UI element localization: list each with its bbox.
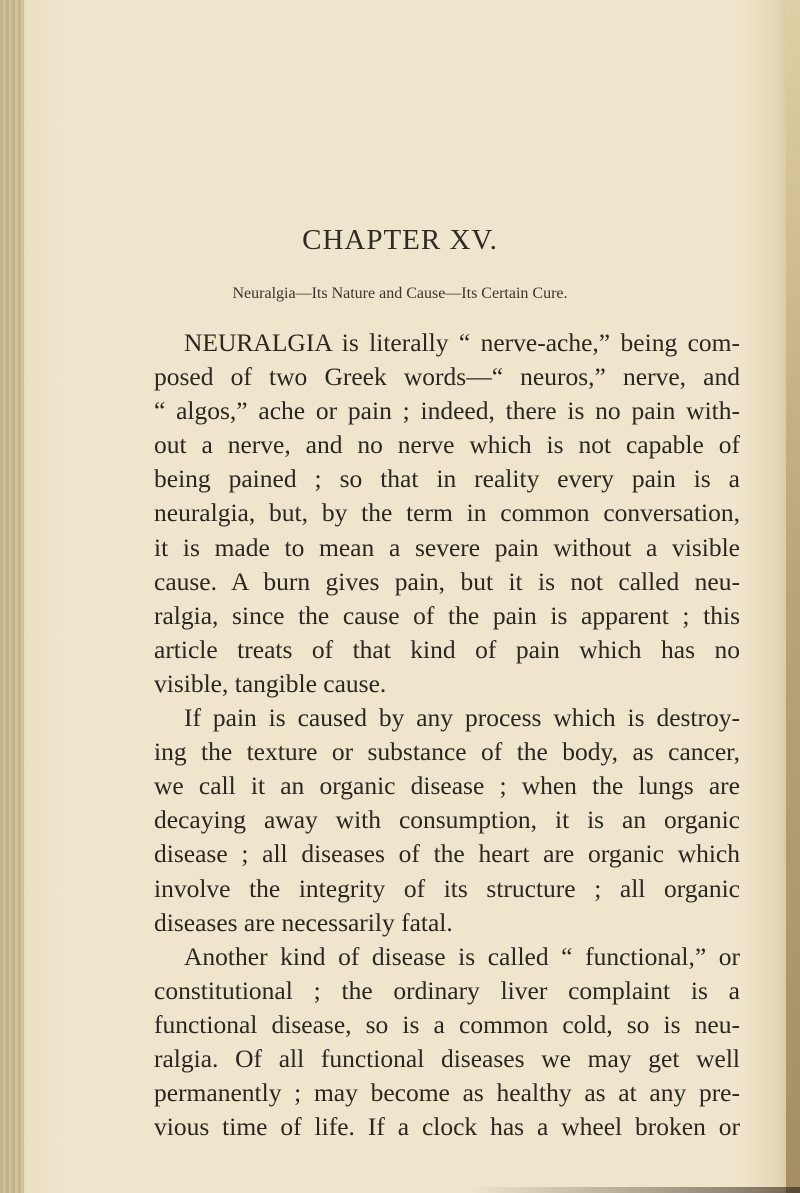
text-line: If pain is caused by any process which is destroy- [184, 703, 740, 733]
chapter-title: CHAPTER XV. [302, 224, 498, 256]
text-line: we call it an organic disease ; when the lungs are [154, 771, 740, 801]
page-edge [786, 0, 800, 1193]
text-line: ralgia. Of all functional diseases we may get well [154, 1043, 740, 1073]
text-line: disease ; all diseases of the heart are organic which [154, 839, 740, 869]
text-line: involve the integrity of its structure ; all organic [154, 873, 740, 903]
text-line: visible, tangible cause. [154, 668, 387, 698]
text-line: neuralgia, but, by the term in common conversation, [154, 498, 740, 528]
text-line: posed of two Greek words—“ neuros,” nerve, and [154, 362, 740, 392]
paragraph-1 [154, 326, 740, 701]
text-line: being pained ; so that in reality every pain is a [154, 464, 740, 494]
text-line: it is made to mean a severe pain without a visible [154, 532, 740, 562]
text-line: article treats of that kind of pain which has no [154, 634, 740, 664]
text-line: out a nerve, and no nerve which is not capable of [154, 430, 740, 460]
chapter-subtitle: Neuralgia—Its Nature and Cause—Its Certain Cure. [232, 285, 568, 302]
page-shadow [470, 1187, 800, 1193]
text-line: vious time of life. If a clock has a wheel broken or [154, 1112, 740, 1142]
page-gutter [0, 0, 24, 1193]
text-line: functional disease, so is a common cold, so is neu- [154, 1009, 740, 1039]
text-line: ralgia, since the cause of the pain is apparent ; this [154, 600, 740, 630]
text-line: decaying away with consumption, it is an organic [154, 805, 740, 835]
text-line: NEURALGIA is literally “ nerve-ache,” being com- [184, 328, 740, 357]
text-line: permanently ; may become as healthy as at any pre- [154, 1078, 740, 1108]
text-line: ing the texture or substance of the body, as cancer, [154, 737, 740, 767]
text-line: constitutional ; the ordinary liver complaint is a [154, 975, 740, 1005]
paragraph-3 [154, 940, 740, 1145]
text-line: “ algos,” ache or pain ; indeed, there is no pain with- [154, 396, 740, 426]
paragraph-2 [154, 701, 740, 940]
text-line: diseases are necessarily fatal. [154, 907, 453, 937]
body-text [154, 326, 740, 1144]
text-line: Another kind of disease is called “ functional,” or [184, 941, 740, 971]
text-line: cause. A burn gives pain, but it is not called neu- [154, 566, 740, 596]
